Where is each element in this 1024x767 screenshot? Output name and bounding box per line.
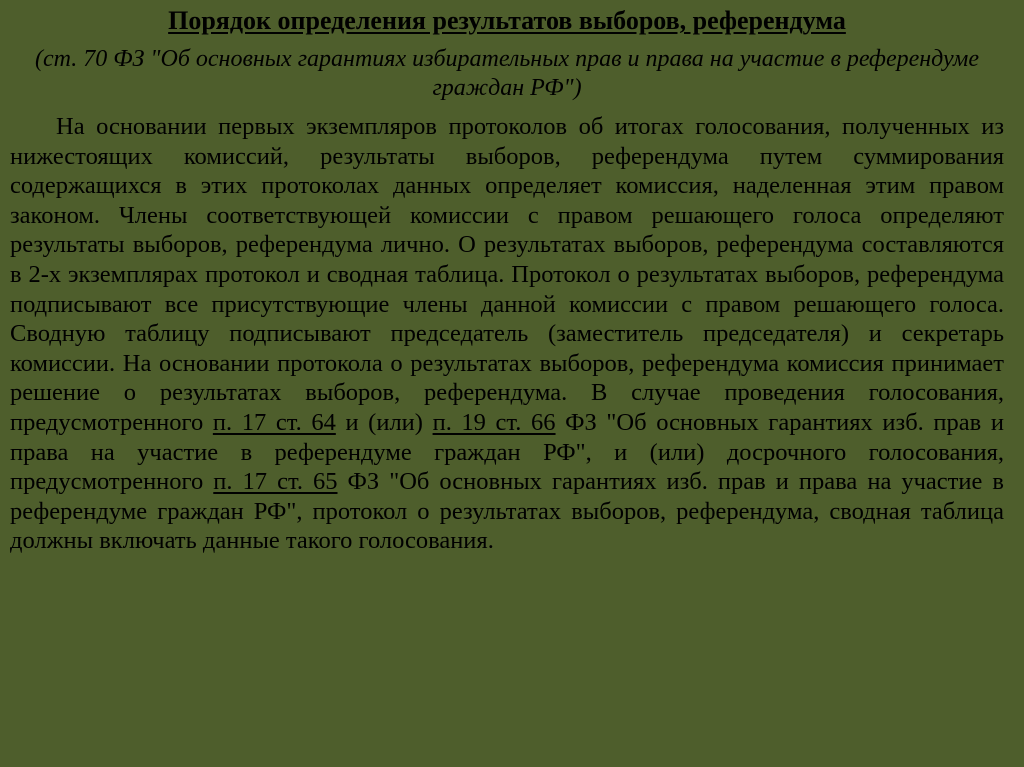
- body-text-part-2: и (или): [335, 408, 433, 436]
- body-text-part-4: ФЗ "Об основных гарантиях изб. прав и права на участие в референдуме граждан РФ", протокол о результатах выборов, референдума, сводная таблица должны включать данные такого голосования.: [10, 468, 1004, 555]
- law-reference-link-p17-st65[interactable]: п. 17 ст. 65: [213, 468, 338, 496]
- slide-subtitle: (ст. 70 ФЗ "Об основных гарантиях избирательных прав и права на участие в референдуме граждан РФ"): [34, 46, 980, 101]
- slide-title: Порядок определения результатов выборов, референдума: [168, 6, 846, 35]
- body-paragraph: [10, 112, 1004, 556]
- law-reference-link-p17-st64[interactable]: п. 17 ст. 64: [212, 408, 336, 436]
- law-reference-link-p19-st66[interactable]: п. 19 ст. 66: [432, 408, 556, 436]
- body-text-part-1: На основании первых экземпляров протоколов об итогах голосования, полученных из нижестоящих комиссий, результаты выборов, референдума путем суммирования содержащихся в этих протоколах данных определяет комиссия, наделенная этим правом законом. Члены соответствующей комиссии с правом решающего голоса определяют результаты выборов, референдума лично. О результатах выборов, референдума составляются в 2-х экземплярах протокол и сводная таблица. Протокол о результатах выборов, референдума подписывают все присутствующие члены данной комиссии с правом решающего голоса. Сводную таблицу подписывают председатель (заместитель председателя) и секретарь комиссии. На основании протокола о результатах выборов, референдума комиссия принимает решение о результатах выборов, референдума. В случае проведения голосования, предусмотренного: [10, 113, 1004, 436]
- body-text-part-3: ФЗ "Об основных гарантиях изб. прав и права на участие в референдуме граждан РФ", и (или) досрочного голосования, предусмотренного: [10, 408, 1004, 496]
